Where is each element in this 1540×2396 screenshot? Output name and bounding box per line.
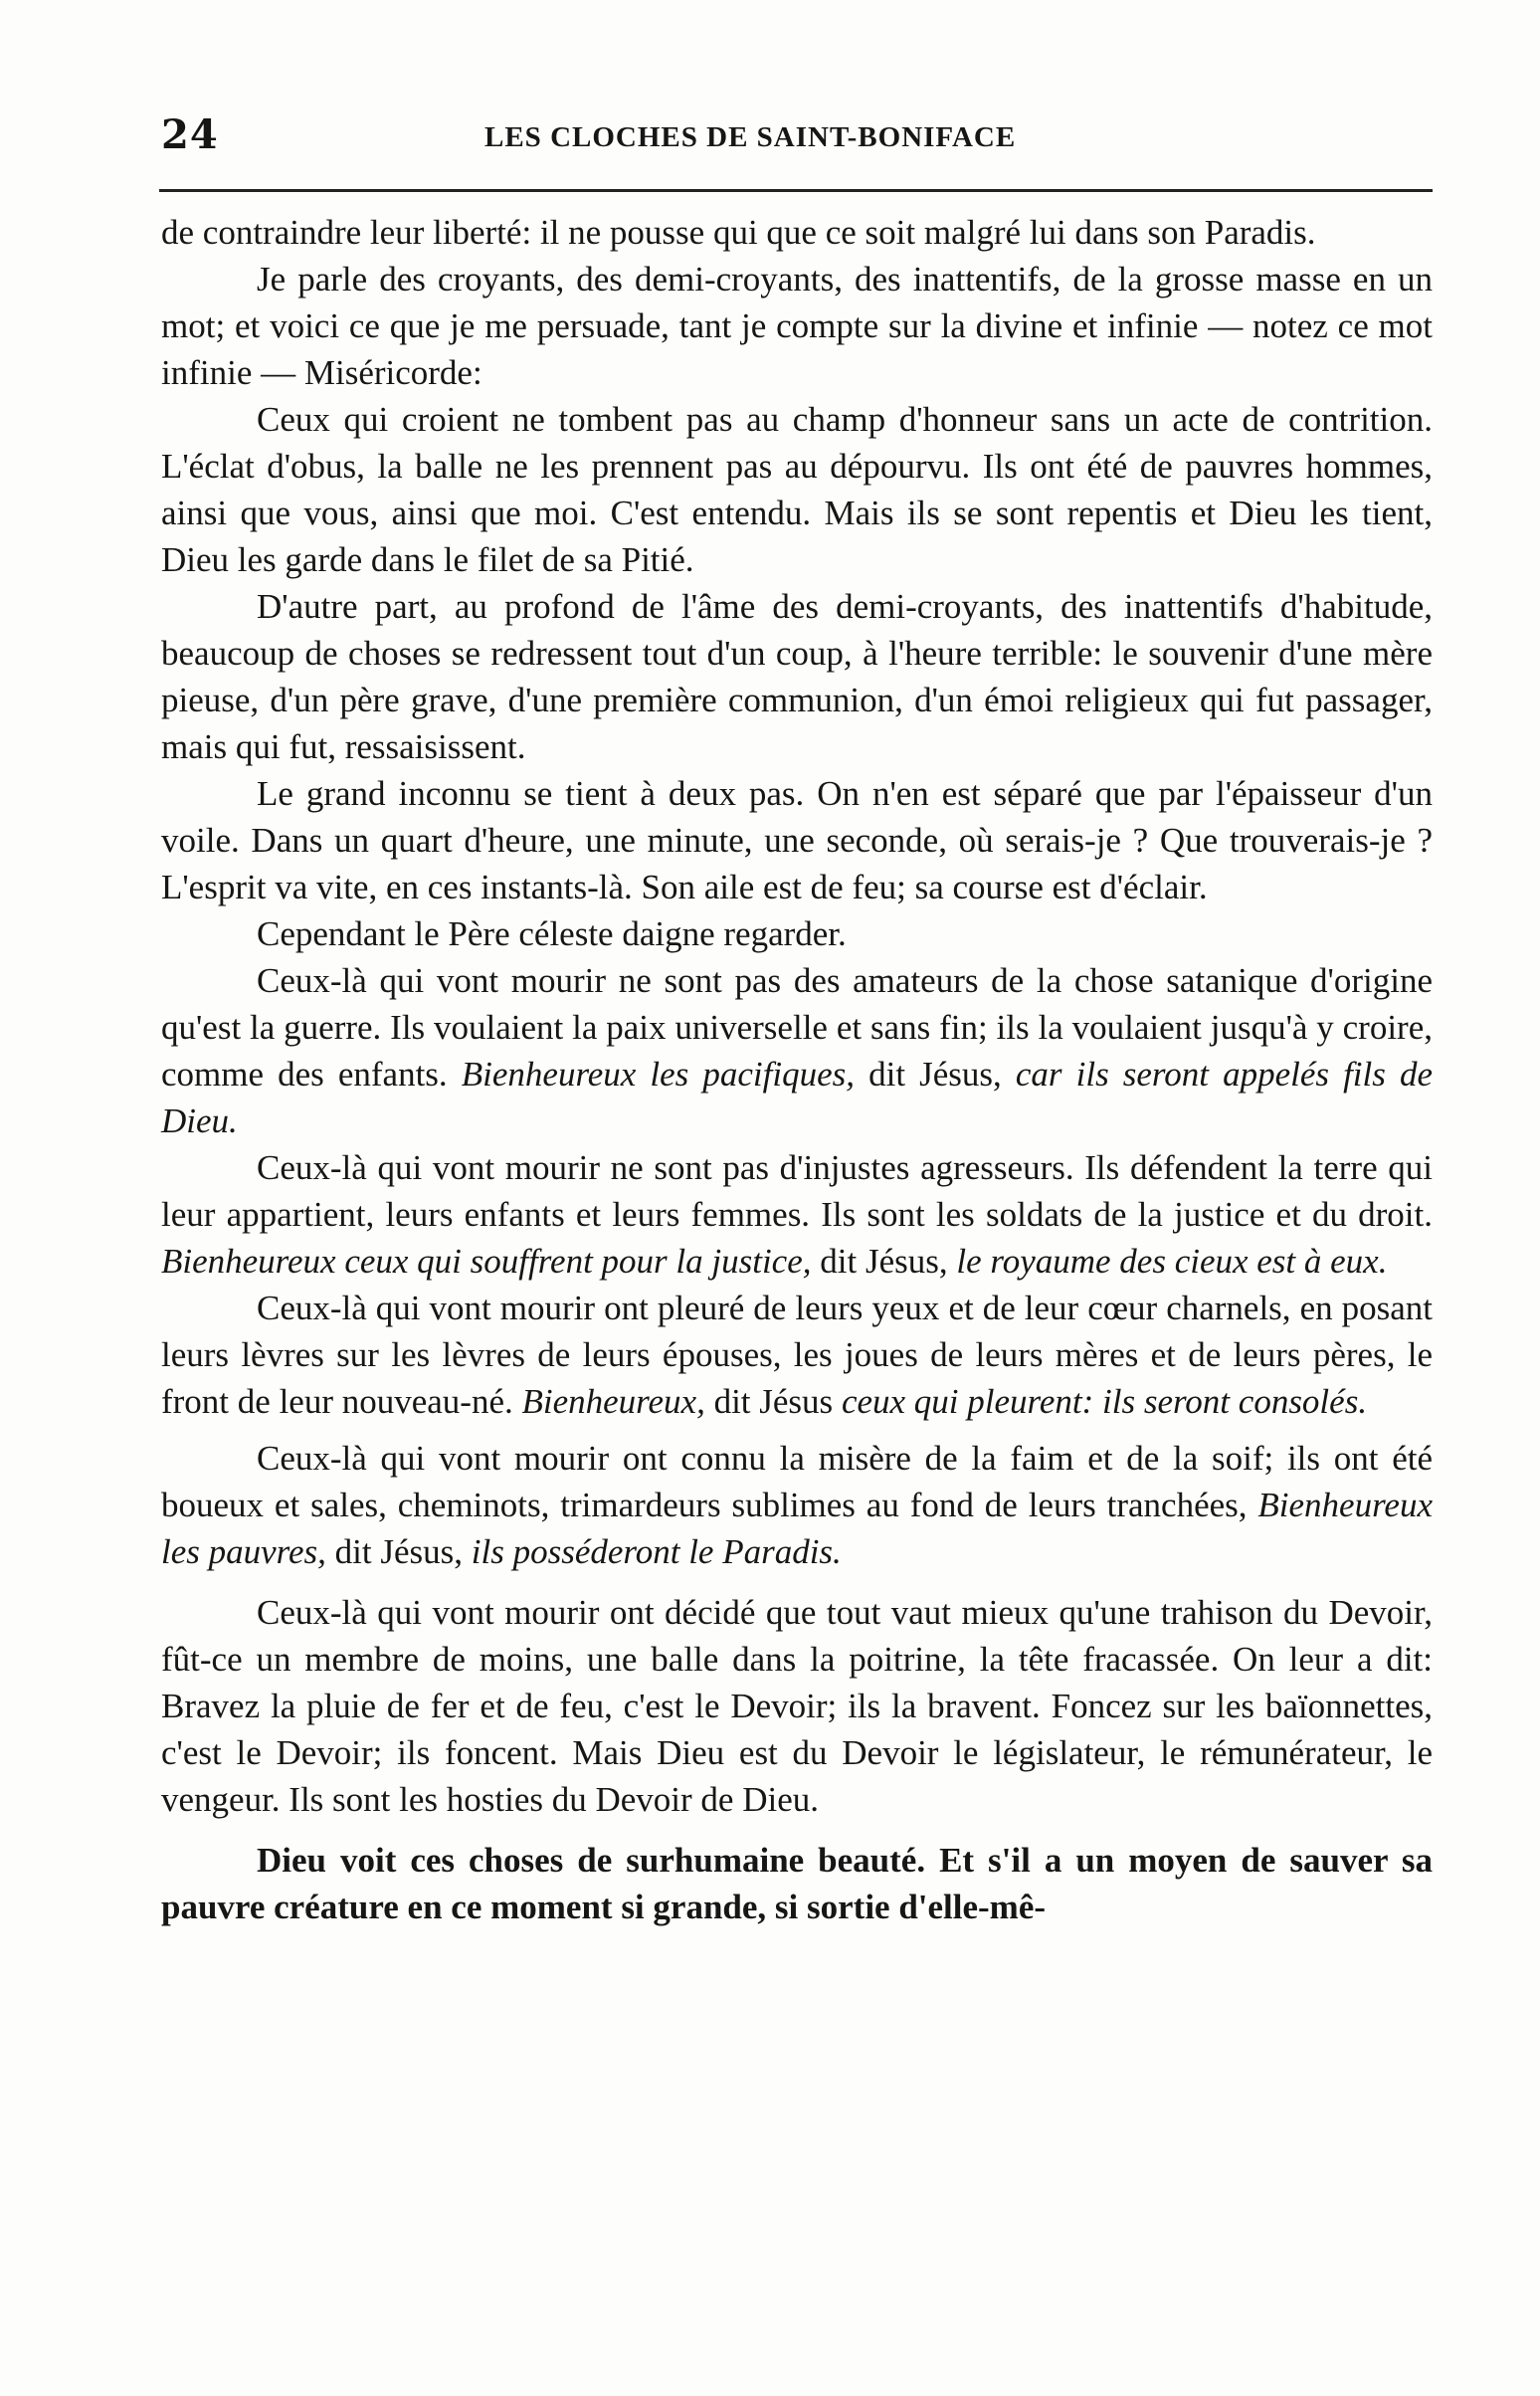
paragraph [161,1435,1433,1575]
paragraph-text: Ceux-là qui vont mourir ont connu la misère de la faim et de la soif; ils ont été boueux et sales, cheminots, trimardeurs sublimes au fond de leurs tranchées, [161,1439,1433,1524]
attribution: dit Jésus, [820,1242,948,1281]
paragraph [161,1285,1433,1425]
attribution: dit Jésus [713,1382,834,1421]
paragraph: D'autre part, au profond de l'âme des demi-croyants, des inattentifs d'habitude, beaucoup de choses se redressent tout d'un coup, à l'heure terrible: le souvenir d'une mère pieuse, d'un père grave, d'une première communion, d'un émoi religieux qui fut passager, mais qui fut, ressaisissent. [161,587,1433,766]
page-number: 24 [161,111,219,158]
page-header [161,111,1435,171]
paragraph-text: Ceux-là qui vont mourir ont pleuré de leurs yeux et de leur cœur charnels, en posant leurs lèvres sur les lèvres de leurs épouses, les joues de leurs mères et de leurs pères, le front de leur nouveau-né. [161,1289,1433,1421]
attribution: dit Jésus, [868,1055,1002,1094]
beatitude-quote: ils posséderont le Paradis. [471,1532,842,1571]
paragraph: Ceux-là qui vont mourir ont décidé que tout vaut mieux qu'une trahison du Devoir, fût-ce un membre de moins, une balle dans la poitrine, la tête fracassée. On leur a dit: Bravez la pluie de fer et de feu, c'est le Devoir; ils la bravent. Foncez sur les baïonnettes, c'est le Devoir; ils foncent. Mais Dieu est du Devoir le législateur, le rémunérateur, le vengeur. Ils sont les hosties du Devoir de Dieu. [161,1593,1433,1819]
beatitude-quote: Bienheureux ceux qui souffrent pour la justice, [161,1242,812,1281]
body-text [161,209,1433,1930]
beatitude-quote: le royaume des cieux est à eux. [956,1242,1388,1281]
paragraph-text: Ceux-là qui vont mourir ne sont pas d'injustes agresseurs. Ils défendent la terre qui leur appartient, leurs enfants et leurs femmes. Ils sont les soldats de la justice et du droit. [161,1148,1433,1234]
beatitude-quote: Bienheureux, [521,1382,705,1421]
beatitude-quote: car ils seront appelés fils de Dieu. [161,1055,1433,1140]
paragraph [161,1144,1433,1285]
paragraph: Je parle des croyants, des demi-croyants, des inattentifs, de la grosse masse en un mot; et voici ce que je me persuade, tant je compte sur la divine et infinie — notez ce mot infinie — Miséricorde: [161,260,1433,392]
paragraph [161,957,1433,1144]
attribution: dit Jésus, [334,1532,464,1571]
paragraph: Dieu voit ces choses de surhumaine beauté. Et s'il a un moyen de sauver sa pauvre créature en ce moment si grande, si sortie d'elle-mê- [161,1841,1433,1926]
paragraph: Cependant le Père céleste daigne regarder. [257,914,847,953]
beatitude-quote: ceux qui pleurent: ils seront consolés. [841,1382,1368,1421]
paragraph: de contraindre leur liberté: il ne pousse qui que ce soit malgré lui dans son Paradis. [161,213,1316,252]
beatitude-quote: Bienheureux les pacifiques, [461,1055,855,1094]
paragraph: Ceux qui croient ne tombent pas au champ d'honneur sans un acte de contrition. L'éclat d'obus, la balle ne les prennent pas au dépourvu. Ils ont été de pauvres hommes, ainsi que vous, ainsi que moi. C'est entendu. Mais ils se sont repentis et Dieu les tient, Dieu les garde dans le filet de sa Pitié. [161,400,1433,579]
running-title: LES CLOCHES DE SAINT-BONIFACE [484,121,1017,153]
beatitude-quote: Bienheureux les pauvres, [161,1486,1433,1571]
paragraph-text: Ceux-là qui vont mourir ne sont pas des amateurs de la chose satanique d'origine qu'est la guerre. Ils voulaient la paix universelle et sans fin; ils la voulaient jusqu'à y croire, comme des enfants. [161,961,1433,1094]
header-rule [159,189,1433,192]
paragraph: Le grand inconnu se tient à deux pas. On n'en est séparé que par l'épaisseur d'un voile. Dans un quart d'heure, une minute, une seconde, où serais-je ? Que trouverais-je ? L'esprit va vite, en ces instants-là. Son aile est de feu; sa course est d'éclair. [161,774,1433,906]
